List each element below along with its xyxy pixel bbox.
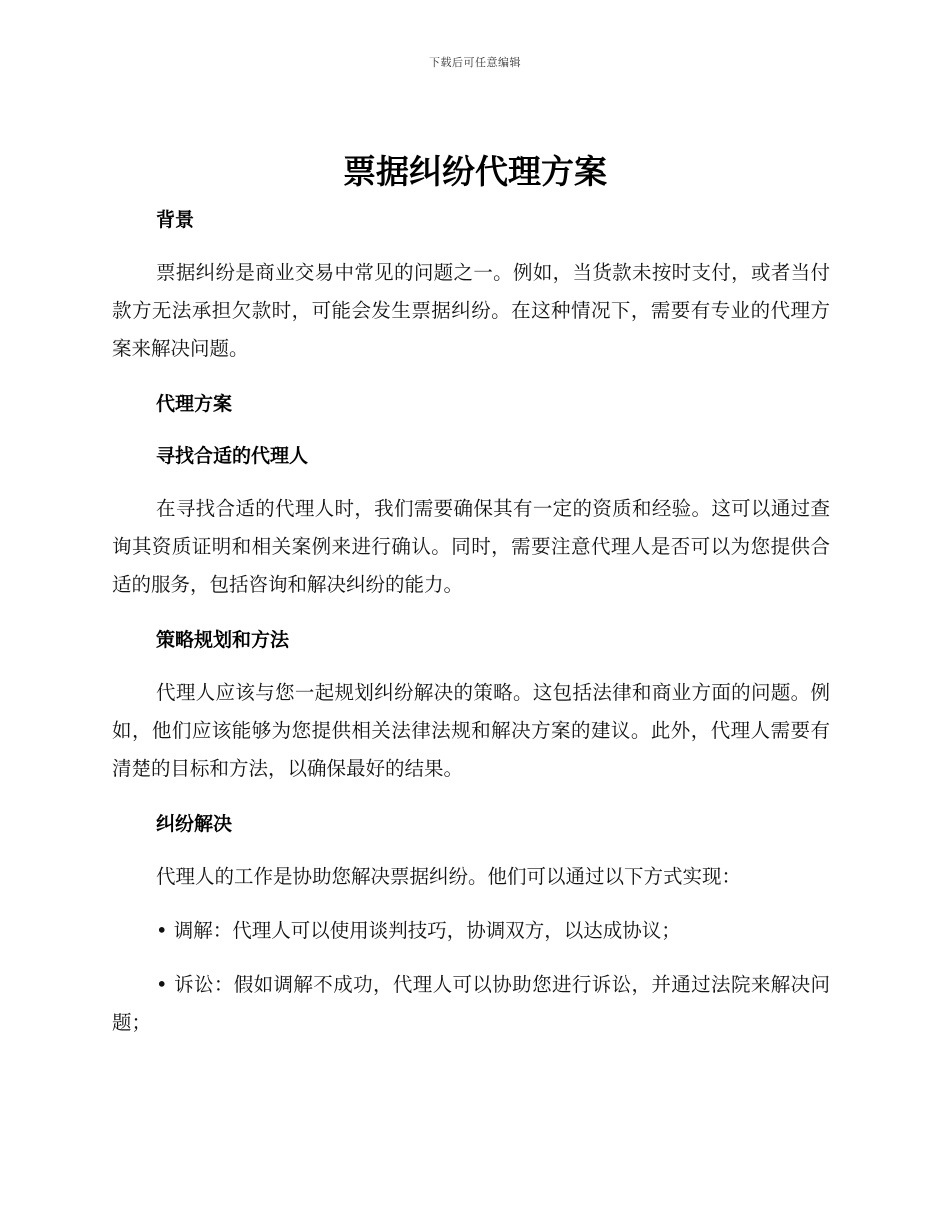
paragraph-background: 票据纠纷是商业交易中常见的问题之一。例如，当货款未按时支付，或者当付款方无法承担欠款时，可能会发生票据纠纷。在这种情况下，需要有专业的代理方案来解决问题。: [112, 261, 830, 360]
paragraph-strategy: 代理人应该与您一起规划纠纷解决的策略。这包括法律和商业方面的问题。例如，他们应该能够为您提供相关法律法规和解决方案的建议。此外，代理人需要有清楚的目标和方法，以确保最好的结果。: [112, 681, 830, 780]
document-body: [112, 202, 830, 1042]
document-title: 票据纠纷代理方案: [343, 152, 607, 191]
section-heading-plan: 代理方案: [156, 393, 233, 415]
section-heading-strategy: 策略规划和方法: [156, 629, 290, 651]
section-heading-resolution: 纠纷解决: [156, 813, 233, 835]
section-heading-background: 背景: [156, 209, 195, 231]
section-heading-find-agent: 寻找合适的代理人: [156, 445, 309, 467]
header-note: 下载后可任意编辑: [429, 56, 521, 69]
list-item-litigation: • 诉讼：假如调解不成功，代理人可以协助您进行诉讼，并通过法院来解决问题；: [112, 973, 830, 1034]
list-item-mediation: • 调解：代理人可以使用谈判技巧，协调双方，以达成协议；: [156, 919, 681, 942]
paragraph-find-agent: 在寻找合适的代理人时，我们需要确保其有一定的资质和经验。这可以通过查询其资质证明和相关案例来进行确认。同时，需要注意代理人是否可以为您提供合适的服务，包括咨询和解决纠纷的能力。: [112, 497, 830, 596]
paragraph-resolution: 代理人的工作是协助您解决票据纠纷。他们可以通过以下方式实现：: [156, 865, 742, 888]
